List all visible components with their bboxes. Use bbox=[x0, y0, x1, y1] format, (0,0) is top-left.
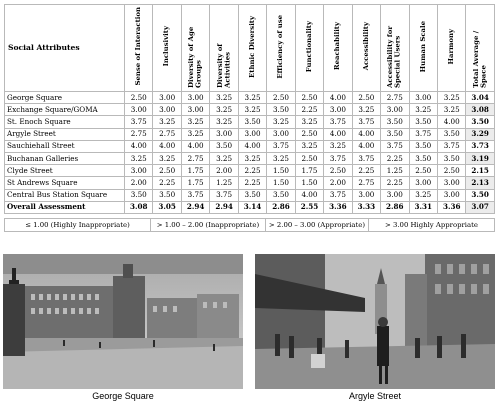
table-row bbox=[5, 104, 495, 116]
table-cell: 3.75 bbox=[181, 189, 209, 201]
table-cell: 3.25 bbox=[153, 116, 181, 128]
table-cell: 2.75 bbox=[381, 92, 409, 104]
social-attributes-table bbox=[4, 4, 495, 214]
table-body bbox=[5, 92, 495, 214]
table-cell: 2.25 bbox=[153, 177, 181, 189]
table-cell: 3.50 bbox=[210, 140, 238, 152]
table-cell: 3.00 bbox=[409, 92, 437, 104]
table-cell: 3.75 bbox=[324, 152, 352, 164]
total-cell: 3.73 bbox=[466, 140, 494, 152]
table-cell: 4.00 bbox=[352, 140, 380, 152]
column-header-label: Human Scale bbox=[418, 20, 427, 73]
table-cell: 3.75 bbox=[437, 140, 465, 152]
argyle-street-caption: Argyle Street bbox=[348, 391, 402, 401]
table-cell: 4.00 bbox=[295, 189, 323, 201]
table-cell: 3.00 bbox=[181, 92, 209, 104]
column-header bbox=[466, 5, 494, 92]
table-cell: 1.25 bbox=[210, 177, 238, 189]
column-header-label: Accessibility bbox=[361, 22, 370, 71]
table-cell: 3.25 bbox=[238, 104, 266, 116]
table-cell: 2.25 bbox=[238, 177, 266, 189]
row-label: Clyde Street bbox=[5, 165, 125, 177]
table-cell: 2.00 bbox=[125, 177, 153, 189]
table-cell: 3.00 bbox=[437, 177, 465, 189]
table-cell: 3.75 bbox=[324, 116, 352, 128]
table-cell: 3.75 bbox=[352, 152, 380, 164]
column-header bbox=[181, 5, 209, 92]
table-cell: 4.00 bbox=[352, 128, 380, 140]
total-cell: 3.29 bbox=[466, 128, 494, 140]
table-cell: 3.25 bbox=[210, 92, 238, 104]
total-cell: 3.07 bbox=[466, 201, 494, 213]
table-cell: 3.50 bbox=[238, 116, 266, 128]
table-cell: 3.75 bbox=[125, 116, 153, 128]
table-cell: 3.00 bbox=[153, 92, 181, 104]
total-cell: 3.50 bbox=[466, 189, 494, 201]
table-cell: 1.50 bbox=[295, 177, 323, 189]
column-header-label: Reachability bbox=[333, 22, 342, 71]
row-label: Overall Assessment bbox=[5, 201, 125, 213]
row-label: St Andrews Square bbox=[5, 177, 125, 189]
table-cell: 3.75 bbox=[210, 189, 238, 201]
table-cell: 3.25 bbox=[409, 104, 437, 116]
table-cell: 2.75 bbox=[352, 177, 380, 189]
table-cell: 2.25 bbox=[238, 165, 266, 177]
table-cell: 2.25 bbox=[352, 165, 380, 177]
column-header-label: Inclusivity bbox=[162, 26, 171, 67]
table-cell: 2.50 bbox=[125, 92, 153, 104]
column-header-label: Accessibility for Special Users bbox=[386, 25, 402, 88]
table-cell: 3.75 bbox=[409, 128, 437, 140]
legend-appropriate: > 2.00 – 3.00 (Appropriate) bbox=[266, 218, 369, 231]
column-header bbox=[153, 5, 181, 92]
table-cell: 4.00 bbox=[238, 140, 266, 152]
table-cell: 3.25 bbox=[324, 140, 352, 152]
table-cell: 3.00 bbox=[381, 104, 409, 116]
table-cell: 3.00 bbox=[267, 128, 295, 140]
column-header bbox=[409, 5, 437, 92]
table-cell: 3.00 bbox=[437, 189, 465, 201]
table-cell: 3.00 bbox=[352, 189, 380, 201]
table-cell: 3.25 bbox=[210, 116, 238, 128]
table-cell: 3.50 bbox=[437, 152, 465, 164]
table-cell: 3.25 bbox=[352, 104, 380, 116]
table-cell: 3.25 bbox=[210, 104, 238, 116]
overall-row bbox=[5, 201, 495, 213]
row-label: George Square bbox=[5, 92, 125, 104]
row-label: Argyle Street bbox=[5, 128, 125, 140]
table-cell: 3.50 bbox=[409, 152, 437, 164]
table-cell: 3.75 bbox=[381, 140, 409, 152]
table-cell: 3.00 bbox=[125, 165, 153, 177]
table-cell: 3.50 bbox=[381, 128, 409, 140]
row-label: Sauchiehall Street bbox=[5, 140, 125, 152]
table-cell: 2.50 bbox=[295, 128, 323, 140]
total-cell: 2.15 bbox=[466, 165, 494, 177]
table-row bbox=[5, 165, 495, 177]
table-cell: 3.50 bbox=[409, 140, 437, 152]
table-cell: 3.36 bbox=[324, 201, 352, 213]
table-cell: 1.75 bbox=[181, 165, 209, 177]
total-cell: 2.13 bbox=[466, 177, 494, 189]
table-cell: 3.05 bbox=[153, 201, 181, 213]
photo-section bbox=[0, 251, 498, 404]
corner-header: Social Attributes bbox=[5, 5, 125, 92]
table-cell: 2.50 bbox=[324, 165, 352, 177]
table-cell: 4.00 bbox=[324, 92, 352, 104]
table-cell: 2.50 bbox=[437, 165, 465, 177]
column-header bbox=[238, 5, 266, 92]
table-cell: 2.25 bbox=[381, 152, 409, 164]
table-cell: 2.50 bbox=[295, 92, 323, 104]
table-cell: 2.94 bbox=[210, 201, 238, 213]
column-header bbox=[381, 5, 409, 92]
legend-row bbox=[5, 218, 495, 231]
table-cell: 2.50 bbox=[267, 92, 295, 104]
table-row bbox=[5, 116, 495, 128]
table-cell: 2.50 bbox=[409, 165, 437, 177]
table-cell: 4.00 bbox=[437, 116, 465, 128]
total-cell: 3.19 bbox=[466, 152, 494, 164]
column-header-label: Efficiency of use bbox=[276, 14, 285, 79]
table-cell: 3.25 bbox=[267, 152, 295, 164]
george-square-photo bbox=[3, 254, 243, 389]
column-header bbox=[324, 5, 352, 92]
table-cell: 3.50 bbox=[437, 128, 465, 140]
table-cell: 1.75 bbox=[295, 165, 323, 177]
table-cell: 3.00 bbox=[409, 177, 437, 189]
table-cell: 3.50 bbox=[381, 116, 409, 128]
table-cell: 3.75 bbox=[324, 189, 352, 201]
table-cell: 2.75 bbox=[153, 128, 181, 140]
table-cell: 1.75 bbox=[181, 177, 209, 189]
table-row bbox=[5, 152, 495, 164]
table-row bbox=[5, 92, 495, 104]
table-cell: 3.08 bbox=[125, 201, 153, 213]
row-label: Central Bus Station Square bbox=[5, 189, 125, 201]
column-header bbox=[210, 5, 238, 92]
row-label: Buchanan Galleries bbox=[5, 152, 125, 164]
table-cell: 3.50 bbox=[238, 189, 266, 201]
column-header bbox=[295, 5, 323, 92]
column-header bbox=[437, 5, 465, 92]
column-header-label: Functionality bbox=[304, 20, 313, 73]
total-cell: 3.08 bbox=[466, 104, 494, 116]
column-header bbox=[125, 5, 153, 92]
table-cell: 3.31 bbox=[409, 201, 437, 213]
table-cell: 3.00 bbox=[238, 128, 266, 140]
table-cell: 3.14 bbox=[238, 201, 266, 213]
table-cell: 2.75 bbox=[125, 128, 153, 140]
table-cell: 1.25 bbox=[381, 165, 409, 177]
table-cell: 3.25 bbox=[238, 152, 266, 164]
row-label: Exchange Square/GOMA bbox=[5, 104, 125, 116]
table-cell: 3.25 bbox=[153, 152, 181, 164]
legend-highly-appropriate: > 3.00 Highly Appropriate bbox=[369, 218, 495, 231]
table-cell: 3.25 bbox=[295, 116, 323, 128]
table-cell: 2.50 bbox=[295, 152, 323, 164]
table-cell: 3.00 bbox=[210, 128, 238, 140]
table-cell: 3.50 bbox=[409, 116, 437, 128]
total-cell: 3.50 bbox=[466, 116, 494, 128]
legend-inappropriate: > 1.00 – 2.00 (Inappropriate) bbox=[151, 218, 266, 231]
table-cell: 3.25 bbox=[181, 116, 209, 128]
table-cell: 3.25 bbox=[437, 92, 465, 104]
table-cell: 2.50 bbox=[352, 92, 380, 104]
legend-highly-inappropriate: ≤ 1.00 (Highly Inappropriate) bbox=[5, 218, 151, 231]
table-row bbox=[5, 140, 495, 152]
total-cell: 3.04 bbox=[466, 92, 494, 104]
table-cell: 4.00 bbox=[153, 140, 181, 152]
table-wrapper bbox=[4, 4, 494, 232]
column-header-label: Sense of Interaction bbox=[134, 7, 143, 86]
table-cell: 3.33 bbox=[352, 201, 380, 213]
table-cell: 4.00 bbox=[181, 140, 209, 152]
column-header-label: Diversity of Age Groups bbox=[187, 26, 203, 88]
table-cell: 3.25 bbox=[181, 128, 209, 140]
table-cell: 3.75 bbox=[267, 140, 295, 152]
table-cell: 2.00 bbox=[210, 165, 238, 177]
table-cell: 3.36 bbox=[437, 201, 465, 213]
table-cell: 2.25 bbox=[295, 104, 323, 116]
table-cell: 2.75 bbox=[181, 152, 209, 164]
table-cell: 1.50 bbox=[267, 165, 295, 177]
table-cell: 3.25 bbox=[409, 189, 437, 201]
table-cell: 1.50 bbox=[267, 177, 295, 189]
table-cell: 2.50 bbox=[153, 165, 181, 177]
table-cell: 3.75 bbox=[352, 116, 380, 128]
table-cell: 2.86 bbox=[381, 201, 409, 213]
header-row bbox=[5, 5, 495, 92]
table-cell: 2.55 bbox=[295, 201, 323, 213]
column-header-label: Diversity of Activities bbox=[215, 43, 232, 88]
table-cell: 3.25 bbox=[437, 104, 465, 116]
table-row bbox=[5, 189, 495, 201]
table-cell: 2.00 bbox=[324, 177, 352, 189]
column-header bbox=[267, 5, 295, 92]
column-header-label: Harmony bbox=[447, 28, 455, 65]
table-cell: 3.25 bbox=[295, 140, 323, 152]
table-cell: 3.00 bbox=[125, 104, 153, 116]
table-cell: 3.25 bbox=[125, 152, 153, 164]
table-cell: 3.00 bbox=[381, 189, 409, 201]
table-cell: 3.00 bbox=[181, 104, 209, 116]
table-cell: 3.50 bbox=[153, 189, 181, 201]
row-label: St. Enoch Square bbox=[5, 116, 125, 128]
table-cell: 4.00 bbox=[125, 140, 153, 152]
table-cell: 3.25 bbox=[210, 152, 238, 164]
table-cell: 2.86 bbox=[267, 201, 295, 213]
george-square-caption: George Square bbox=[92, 391, 154, 401]
table-row bbox=[5, 177, 495, 189]
table-cell: 3.25 bbox=[267, 116, 295, 128]
column-header-label: Ethnic Diversity bbox=[247, 15, 256, 78]
table-cell: 2.25 bbox=[381, 177, 409, 189]
table-cell: 3.50 bbox=[267, 104, 295, 116]
legend-table bbox=[4, 218, 495, 232]
column-header-label: Total Average / Space bbox=[471, 30, 488, 88]
table-cell: 3.00 bbox=[153, 104, 181, 116]
table-cell: 4.00 bbox=[324, 128, 352, 140]
table-cell: 3.25 bbox=[238, 92, 266, 104]
table-cell: 2.94 bbox=[181, 201, 209, 213]
argyle-street-photo bbox=[255, 254, 495, 389]
table-cell: 3.50 bbox=[125, 189, 153, 201]
table-cell: 3.00 bbox=[324, 104, 352, 116]
table-cell: 3.50 bbox=[267, 189, 295, 201]
column-header bbox=[352, 5, 380, 92]
table-row bbox=[5, 128, 495, 140]
